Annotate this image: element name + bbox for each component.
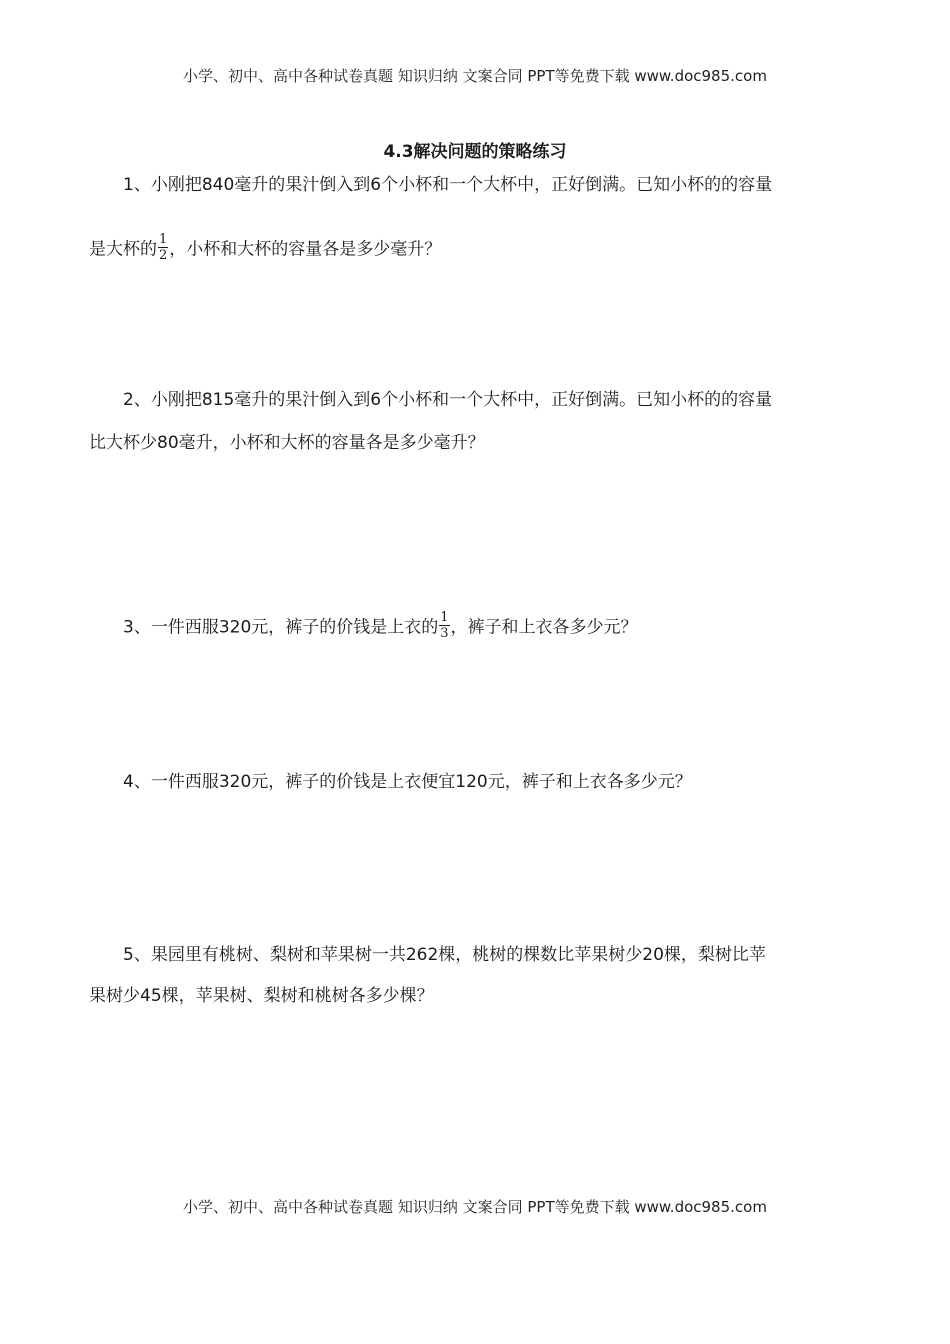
question-3-line-1 [123,612,638,643]
question-4-line-1: 4、一件西服320元，裤子的价钱是上衣便宜120元，裤子和上衣各多少元？ [123,772,692,792]
question-1-text-before-fraction: 是大杯的 [89,239,157,260]
question-2-line-1: 2、小刚把815毫升的果汁倒入到6个小杯和一个大杯中，正好倒满。已知小杯的的容量 [123,390,773,410]
page-title: 4.3解决问题的策略练习 [383,142,567,162]
question-2-line-2: 比大杯少80毫升，小杯和大杯的容量各是多少毫升？ [89,433,485,453]
fraction-one-half [158,232,168,263]
question-1-text-after-fraction: ，小杯和大杯的容量各是多少毫升？ [169,239,442,260]
fraction-numerator: 1 [159,232,168,247]
fraction-numerator: 1 [440,610,449,625]
page-footer: 小学、初中、高中各种试卷真题 知识归纳 文案合同 PPT等免费下载 www.doc985.com [183,1198,767,1216]
fraction-denominator: 2 [159,248,168,263]
question-3-text-after-fraction: ，裤子和上衣各多少元？ [450,617,638,638]
page-header: 小学、初中、高中各种试卷真题 知识归纳 文案合同 PPT等免费下载 www.doc985.com [183,67,767,85]
question-5-line-2: 果树少45棵，苹果树、梨树和桃树各多少棵？ [89,986,434,1006]
question-5-line-1: 5、果园里有桃树、梨树和苹果树一共262棵，桃树的棵数比苹果树少20棵，梨树比苹 [123,945,766,965]
question-1-line-1: 1、小刚把840毫升的果汁倒入到6个小杯和一个大杯中，正好倒满。已知小杯的的容量 [123,175,773,195]
question-1-line-2 [89,234,441,265]
fraction-one-third [439,610,449,641]
fraction-denominator: 3 [440,626,449,641]
question-3-text-before-fraction: 3、一件西服320元，裤子的价钱是上衣的 [123,617,439,638]
